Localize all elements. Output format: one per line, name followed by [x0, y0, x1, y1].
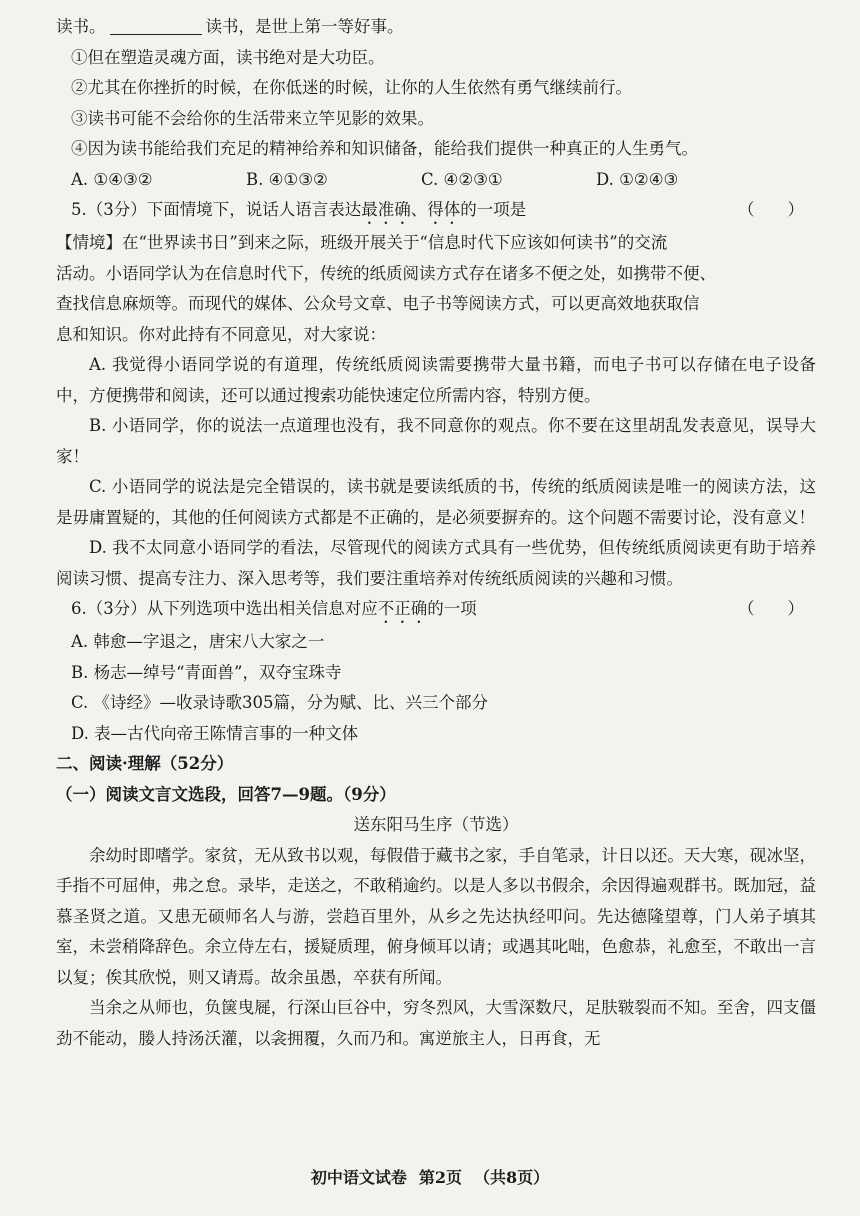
- footer-total-pages: （共8页）: [474, 1168, 550, 1187]
- q6-option-c: C. 《诗经》—收录诗歌305篇，分为赋、比、兴三个部分: [71, 693, 489, 712]
- q4-option-a: A. ①④③②: [71, 169, 153, 189]
- q5-context-2: 活动。小语同学认为在信息时代下，传统的纸质阅读方式存在诸多不便之处，如携带不便、: [56, 263, 716, 283]
- q4-lead-line: [56, 12, 816, 43]
- section-heading: 二、阅读·理解（52分）: [56, 754, 234, 773]
- q5-context-3: 查找信息麻烦等。而现代的媒体、公众号文章、电子书等阅读方式，可以更高效地获取信: [56, 294, 700, 313]
- q4-sentence-4: ④因为读书能给我们充足的精神给养和知识储备，能给我们提供一种真正的人生勇气。: [71, 139, 698, 158]
- q5-stem: [56, 195, 816, 228]
- answer-blank: [110, 16, 202, 35]
- q5-stem-text-2: 的一项是: [460, 200, 527, 219]
- q5-answer-bracket: （ ）: [738, 200, 804, 219]
- q5-option-c: C. 小语同学的说法是完全错误的，读书就是要读纸质的书，传统的纸质阅读是唯一的阅读方法，这是毋庸置疑的，其他的任何阅读方式都是不正确的，是必须要摒弃的。这个问题不需要讨论，没有意义！: [56, 477, 816, 527]
- q6-stem-emphasis: 不正确: [377, 599, 428, 618]
- q6-stem-text-2: 的一项: [427, 599, 477, 618]
- q4-options: [56, 165, 816, 196]
- subsection-heading: （一）阅读文言文选段，回答7—9题。（9分）: [56, 784, 396, 804]
- q5-option-a: A. 我觉得小语同学说的有道理，传统纸质阅读需要携带大量书籍，而电子书可以存储在电子设备中，方便携带和阅读，还可以通过搜索功能快速定位所需内容，特别方便。: [56, 355, 816, 405]
- q6-option-b: B. 杨志—绰号“青面兽”，双夺宝珠寺: [71, 662, 342, 682]
- q6-option-a: A. 韩愈—字退之，唐宋八大家之一: [71, 632, 325, 651]
- q6-option-d: D. 表—古代向帝王陈情言事的一种文体: [71, 723, 359, 743]
- q5-option-d: D. 我不太同意小语同学的看法，尽管现代的阅读方式具有一些优势，但传统纸质阅读更有助于培养阅读习惯、提高专注力、深入思考等，我们要注重培养对传统纸质阅读的兴趣和习惯。: [56, 538, 816, 588]
- q5-option-b: B. 小语同学，你的说法一点道理也没有，我不同意你的观点。你不要在这里胡乱发表意见，误导大家！: [56, 416, 816, 466]
- q4-option-b: B. ④①③②: [246, 169, 328, 189]
- q4-sentence-2: ②尤其在你挫折的时候，在你低迷的时候，让你的人生依然有勇气继续前行。: [71, 78, 632, 97]
- footer-exam-name: 初中语文试卷: [310, 1168, 407, 1187]
- q5-context-1: 【情境】在“世界读书日”到来之际，班级开展关于“信息时代下应该如何读书”的交流: [56, 233, 668, 252]
- q5-stem-emphasis: 最准确、得体: [361, 200, 461, 219]
- q4-option-c: C. ④②③①: [421, 169, 503, 189]
- q6-stem-text: 6.（3分）从下列选项中选出相关信息对应: [71, 599, 378, 618]
- passage-title: 送东阳马生序（节选）: [353, 815, 519, 834]
- page-footer: [0, 1163, 860, 1194]
- passage-paragraph-2: 当余之从师也，负箧曳屣，行深山巨谷中，穷冬烈风，大雪深数尺，足肤皲裂而不知。至舍，四支僵劲不能动，媵人持汤沃灌，以衾拥覆，久而乃和。寓逆旅主人，日再食，无: [56, 998, 816, 1048]
- q4-option-d: D. ①②④③: [596, 169, 679, 189]
- q5-stem-text: 5.（3分）下面情境下，说话人语言表达: [71, 200, 362, 219]
- q4-lead-text: 读书。: [56, 17, 106, 36]
- q4-lead-text-2: 读书，是世上第一等好事。: [205, 17, 404, 36]
- q6-stem: [56, 594, 816, 627]
- q4-sentence-3: ③读书可能不会给你的生活带来立竿见影的效果。: [71, 108, 434, 128]
- q6-answer-bracket: （ ）: [738, 599, 804, 618]
- q5-context-4: 息和知识。你对此持有不同意见，对大家说：: [56, 324, 386, 344]
- footer-page-number: 第2页: [418, 1168, 462, 1187]
- passage-paragraph-1: 余幼时即嗜学。家贫，无从致书以观，每假借于藏书之家，手自笔录，计日以还。天大寒，砚冰坚，手指不可屈伸，弗之怠。录毕，走送之，不敢稍逾约。以是人多以书假余，余因得遍观群书。既加冠，益慕圣贤之道。又患无硕师名人与游，尝趋百里外，从乡之先达执经叩问。先达德隆望尊，门人弟子填其室，未尝稍降辞色。余立侍左右，援疑质理，俯身倾耳以请；或遇其叱咄，色愈恭，礼愈至，不敢出一言以复；俟其欣悦，则又请焉。故余虽愚，卒获有所闻。: [56, 845, 816, 987]
- q4-sentence-1: ①但在塑造灵魂方面，读书绝对是大功臣。: [71, 47, 385, 67]
